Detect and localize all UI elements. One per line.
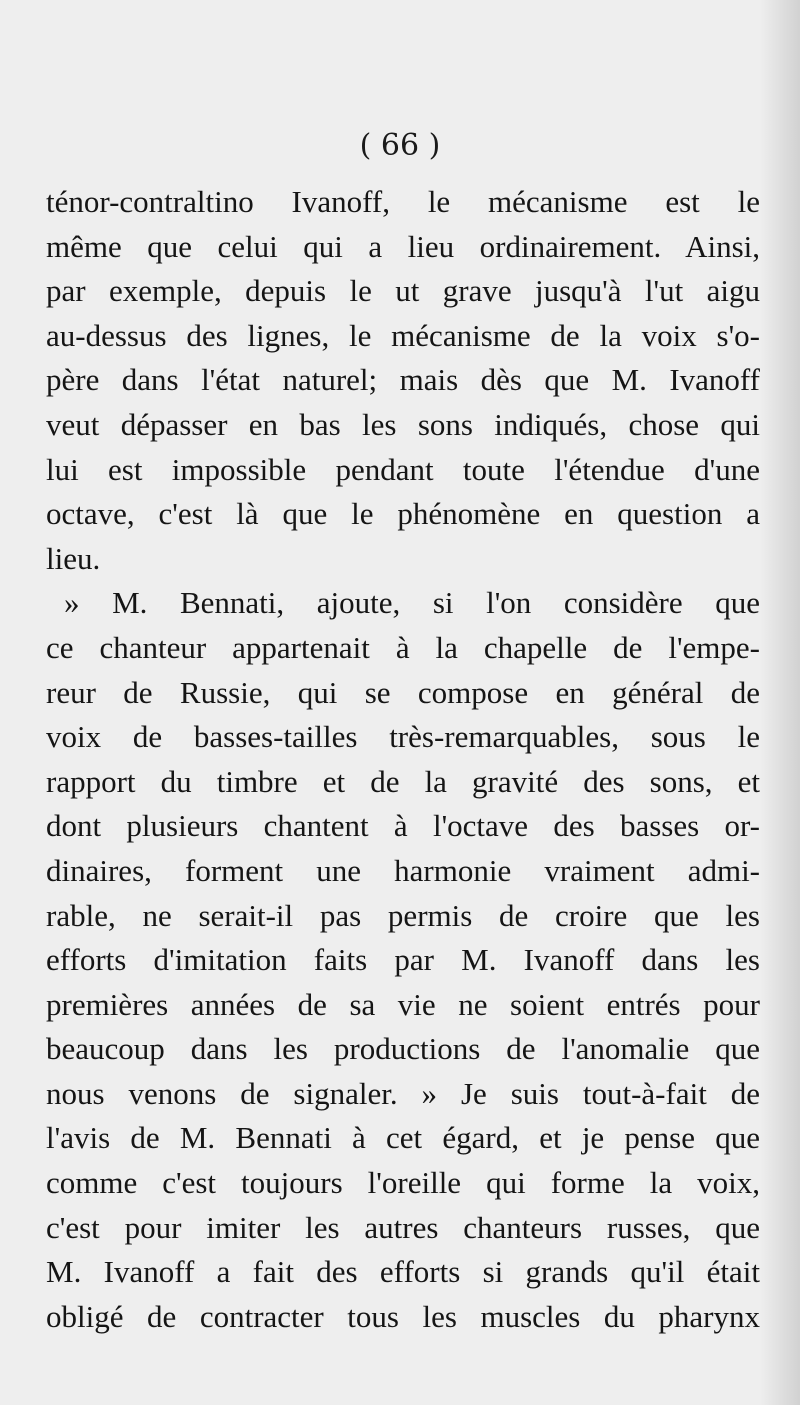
text-line: lieu. <box>46 540 101 576</box>
text-line: efforts d'imitation faits par M. Ivanoff dans les <box>46 942 760 978</box>
text-line: octave, c'est là que le phénomène en question a <box>46 496 760 532</box>
text-line: ce chanteur appartenait à la chapelle de l'empe- <box>46 629 760 665</box>
text-line: c'est pour imiter les autres chanteurs russes, que <box>46 1209 760 1245</box>
text-line: nous venons de signaler. » Je suis tout-à-fait de <box>46 1075 760 1111</box>
text-line: au-dessus des lignes, le mécanisme de la voix s'o- <box>46 317 760 353</box>
text-line: père dans l'état naturel; mais dès que M. Ivanoff <box>46 362 760 398</box>
text-line: beaucoup dans les productions de l'anomalie que <box>46 1031 760 1067</box>
text-line: veut dépasser en bas les sons indiqués, chose qui <box>46 406 760 442</box>
text-line: ténor-contraltino Ivanoff, le mécanisme est le <box>46 184 760 219</box>
page-number: ( 66 ) <box>359 128 441 163</box>
text-line: dont plusieurs chantent à l'octave des basses or- <box>46 808 760 844</box>
text-line: par exemple, depuis le ut grave jusqu'à l'ut aigu <box>46 273 760 309</box>
text-line: reur de Russie, qui se compose en général de <box>46 674 760 710</box>
text-line: rable, ne serait-il pas permis de croire que les <box>46 897 760 933</box>
text-line: rapport du timbre et de la gravité des sons, et <box>46 763 760 799</box>
text-line: comme c'est toujours l'oreille qui forme la voix, <box>46 1165 760 1201</box>
text-line: lui est impossible pendant toute l'étendue d'une <box>46 451 760 487</box>
text-line: » M. Bennati, ajoute, si l'on considère que <box>64 585 760 621</box>
text-line: dinaires, forment une harmonie vraiment admi- <box>46 852 760 888</box>
text-line: l'avis de M. Bennati à cet égard, et je pense que <box>46 1120 760 1156</box>
text-line: M. Ivanoff a fait des efforts si grands qu'il était <box>46 1254 760 1290</box>
body-text <box>46 180 760 1339</box>
text-line: premières années de sa vie ne soient entrés pour <box>46 986 760 1022</box>
text-line: obligé de contracter tous les muscles du pharynx <box>46 1298 760 1334</box>
text-line: même que celui qui a lieu ordinairement. Ainsi, <box>46 228 760 264</box>
text-line: voix de basses-tailles très-remarquables, sous le <box>46 719 760 755</box>
